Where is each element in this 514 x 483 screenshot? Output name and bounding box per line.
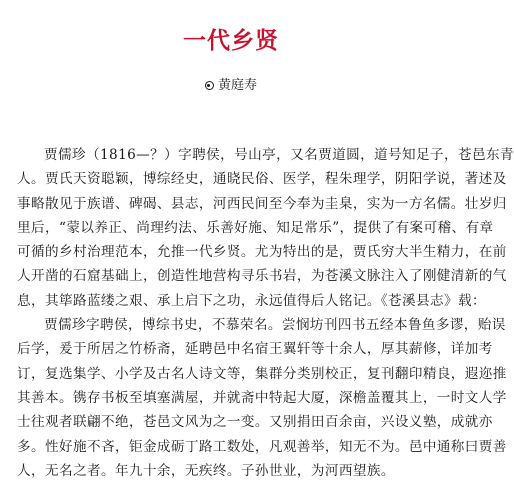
text-line: 人开凿的石窟基础上，创造性地营构寻乐书岩，为苍溪文脉注入了刚健清新的气 — [17, 268, 507, 285]
text-line: 其善本。镌存书板至填塞满屋，并就斋中特起大厦，深檐盖覆其上，一时文人学 — [17, 389, 507, 406]
text-line: 息，其筚路蓝缕之艰、承上启下之功，永远值得后人铭记。《苍溪县志》载： — [17, 292, 486, 309]
text-line: 多。性好施不吝，钜金成砺丁路工数处，凡观善举，知无不为。邑中通称曰贾善 — [17, 438, 507, 455]
text-line: 贾儒珍（1816—？）字聘侯，号山亭，又名贾道圆，道号知足子，苍邑东青 — [44, 147, 514, 163]
text-line: 事略散见于族谱、碑碣、县志，河西民间至今奉为圭臬，实为一方名儒。壮岁归 — [17, 195, 507, 212]
article-body — [17, 143, 514, 483]
paragraph-1 — [17, 143, 514, 313]
text-line: 士往观者联翩不绝，苍邑文风为之一变。又别捐田百余亩，兴设义塾，成就亦 — [17, 414, 493, 431]
author-name: 黄庭寿 — [217, 78, 257, 93]
text-line: 人，无名之者。年九十余，无疾终。子孙世业，为河西望族。 — [17, 462, 395, 479]
text-line: 里后，“蒙以养正、尚理约法、乐善好施、知足常乐”，提供了有案可稽、有章 — [17, 219, 494, 236]
paragraph-2 — [17, 313, 507, 483]
article-title: 一代乡贤 — [183, 27, 279, 54]
text-line: 后学，爰于所居之竹桥斋，延聘邑中名宿王翼轩等十余人，厚其薪修，详加考 — [17, 341, 493, 358]
author-line — [0, 77, 462, 95]
bullseye-icon — [205, 81, 214, 90]
text-line: 可循的乡村治理范本，允推一代乡贤。尤为特出的是，贾氏穷大半生精力，在前 — [17, 244, 507, 261]
text-line: 人。贾氏天资聪颖，博综经史，通晓民俗、医学，程朱理学，阴阳学说，著述及 — [17, 171, 507, 188]
text-line: 订，复选集学、小学及古名人诗文等，集群分类别校正，复刊翻印精良，遐迩推 — [17, 365, 507, 382]
text-line: 贾儒珍字聘侯，博综书史，不慕荣名。尝悯坊刊四书五经本鲁鱼多谬，贻误 — [44, 317, 506, 334]
